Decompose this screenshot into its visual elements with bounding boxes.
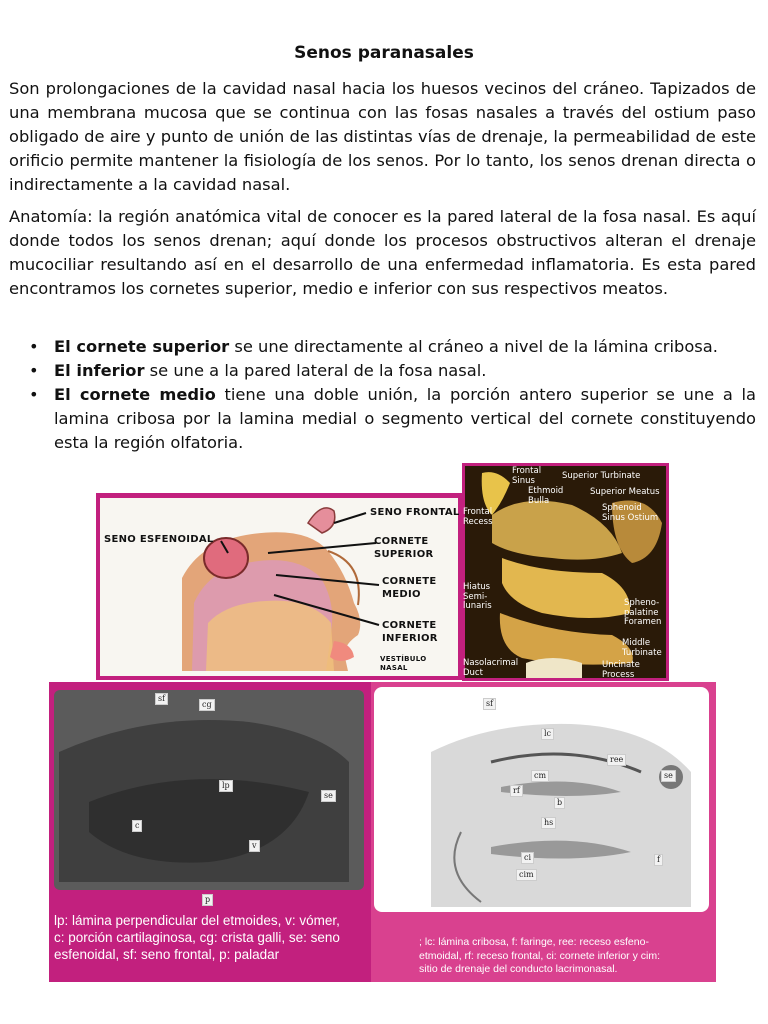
tag-lc: lc [541, 728, 554, 740]
bullet-dot: • [29, 361, 39, 380]
bullet-text: se une directamente al cráneo a nivel de la lámina cribosa. [229, 337, 718, 356]
tag-cm: cm [531, 770, 549, 782]
label-uncinate: Uncinate Process [602, 660, 640, 680]
label-seno-esfenoidal: SENO ESFENOIDAL [104, 534, 214, 545]
tag-c: c [132, 820, 142, 832]
paragraph-anatomia: Anatomía: la región anatómica vital de conocer es la pared lateral de la fosa nasal. Es aquí donde todos los senos drenan; aquí donde los procesos obstructivos alteran el drenaje mucociliar resultando así en el desarrollo de una enfermedad inflamatoria. Es esta pared encontramos los cornetes superior, medio e inferior con sus respectivos meatos. [9, 207, 756, 298]
label-hiatus: Hiatus Semi-lunaris [463, 582, 492, 611]
tag-sf: sf [155, 693, 168, 705]
page-title: Senos paranasales [294, 43, 474, 63]
tag-se: se [661, 770, 676, 782]
tag-f: f [654, 854, 663, 866]
figure4-caption: ; lc: lámina cribosa, f: faringe, ree: receso esfeno-etmoidal, rf: receso frontal, ci: cornete inferior y cim: sitio de drenaje del conducto lacrimonasal. [419, 936, 661, 975]
figure-3d-lateral-wall [462, 463, 669, 681]
label-vestibulo-nasal: VESTÍBULO NASAL [380, 655, 427, 672]
figure-illustration-sagittal [96, 493, 462, 680]
tag-ci: ci [521, 852, 534, 864]
tag-b: b [554, 797, 565, 809]
tag-lp: lp [219, 780, 233, 792]
figure-lateral-wall-engraving [371, 682, 716, 982]
label-nasolacrimal: Nasolacrimal Duct [463, 658, 519, 678]
label-middle-turbinate: Middle Turbinate [622, 638, 662, 658]
label-superior-meatus: Superior Meatus [590, 487, 660, 497]
label-cornete-superior: CORNETE SUPERIOR [374, 536, 434, 560]
label-sphenopalatine: Spheno-palatine Foramen [624, 598, 662, 627]
tag-p: p [202, 894, 213, 906]
bullet-item [9, 359, 756, 383]
paragraph-intro: Son prolongaciones de la cavidad nasal hacia los huesos vecinos del cráneo. Tapizados de una membrana mucosa que se continua con las fosas nasales a través del ostium paso obligado de aire y punto de unión de las distintas vías de drenaje, la permeabilidad de este orificio permite mantener la fisiología de los senos. Por lo tanto, los senos drenan directa o indirectamente a la cavidad nasal. [9, 79, 756, 194]
tag-se: se [321, 790, 336, 802]
figure3-caption: lp: lámina perpendicular del etmoides, v: vómer, c: porción cartilaginosa, cg: crista galli, se: seno esfenoidal, sf: seno frontal, p: paladar [54, 913, 340, 962]
label-superior-turbinate: Superior Turbinate [562, 471, 641, 481]
label-frontal-recess: Frontal Recess [463, 507, 493, 527]
figure-septum-photo [49, 682, 371, 982]
label-ethmoid-bulla: Ethmoid Bulla [528, 486, 564, 506]
tag-cim: cim [516, 869, 537, 881]
bullet-bold: El cornete medio [54, 385, 216, 404]
label-sphenoid-ostium: Sphenoid Sinus Ostium [602, 503, 659, 523]
tag-sf: sf [483, 698, 496, 710]
bullet-text: tiene una doble unión, la porción antero superior se une a la lamina cribosa por la lamina medial o segmento vertical del cornete constituyendo esta la región olfatoria. [54, 385, 756, 452]
label-seno-frontal: SENO FRONTAL [370, 507, 460, 518]
label-frontal-sinus: Frontal Sinus [512, 466, 542, 486]
label-cornete-inferior: CORNETE INFERIOR [382, 620, 438, 644]
bullet-bold: El cornete superior [54, 337, 230, 356]
bullet-item [9, 383, 756, 455]
tag-hs: hs [541, 817, 556, 829]
bullet-item [9, 335, 756, 359]
tag-ree: ree [607, 754, 626, 766]
bullet-text: se une a la pared lateral de la fosa nasal. [144, 361, 487, 380]
bullet-dot: • [29, 337, 39, 356]
tag-rf: rf [510, 785, 523, 797]
tag-v: v [249, 840, 260, 852]
tag-cg: cg [199, 699, 215, 711]
turbinate-bullet-list [9, 335, 756, 455]
bullet-bold: El inferior [54, 361, 145, 380]
bullet-dot: • [29, 385, 39, 404]
label-cornete-medio: CORNETE MEDIO [382, 576, 437, 600]
